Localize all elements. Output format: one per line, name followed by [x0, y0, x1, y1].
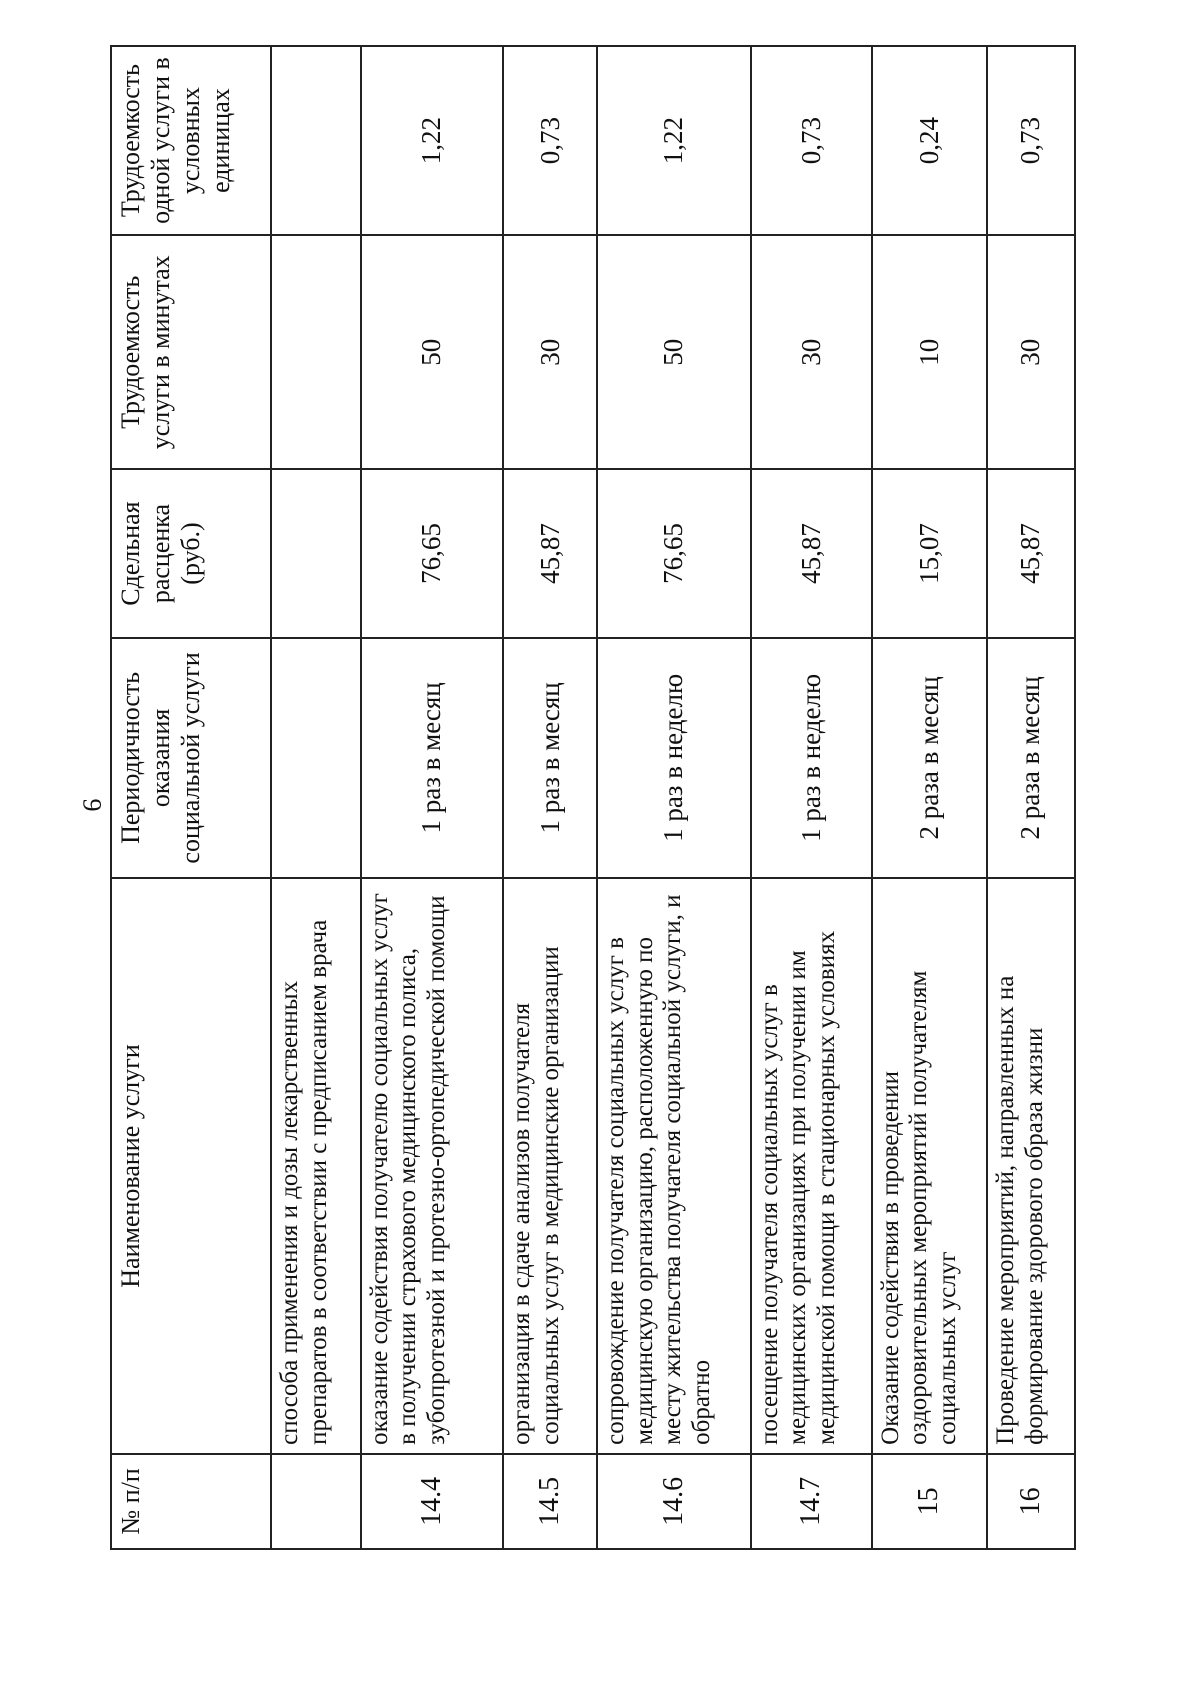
cell-rate: 76,65 — [597, 469, 751, 637]
table-row — [597, 46, 751, 1549]
cell-minutes: 30 — [751, 235, 872, 469]
cell-rate: 45,87 — [751, 469, 872, 637]
table-row — [271, 46, 360, 1549]
cell-num: 14.6 — [597, 1454, 751, 1549]
rotated-landscape-content — [110, 45, 1076, 1550]
cell-rate: 76,65 — [361, 469, 504, 637]
cell-minutes: 50 — [361, 235, 504, 469]
cell-service-name: Проведение мероприятий, направленных на формирование здорового образа жизни — [987, 878, 1075, 1454]
cell-rate: 45,87 — [987, 469, 1075, 637]
cell-rate: 45,87 — [503, 469, 596, 637]
cell-num: 14.7 — [751, 1454, 872, 1549]
cell-service-name: оказание содействия получателю социальных услуг в получении страхового медицинского полиса, зубопротезной и протезно-ортопедической помощи — [361, 878, 504, 1454]
cell-num: 16 — [987, 1454, 1075, 1549]
page-number: 9 — [77, 798, 107, 812]
cell-minutes: 30 — [987, 235, 1075, 469]
cell-periodicity: 2 раза в месяц — [987, 638, 1075, 878]
cell-service-name: сопровождение получателя социальных услуг в медицинскую организацию, расположенную по месту жительства получателя социальной услуги, и обратно — [597, 878, 751, 1454]
cell-minutes: 50 — [597, 235, 751, 469]
cell-num — [271, 1454, 360, 1549]
cell-rate — [271, 469, 360, 637]
header-minutes: Трудоемкость услуги в минутах — [111, 235, 271, 469]
header-periodicity: Периодичность оказания социальной услуги — [111, 638, 271, 878]
cell-units: 0,73 — [751, 46, 872, 235]
cell-units: 1,22 — [597, 46, 751, 235]
table-row — [872, 46, 987, 1549]
cell-periodicity: 1 раз в месяц — [361, 638, 504, 878]
cell-units — [271, 46, 360, 235]
table-row — [987, 46, 1075, 1549]
cell-service-name: организация в сдаче анализов получателя социальных услуг в медицинские организации — [503, 878, 596, 1454]
cell-minutes — [271, 235, 360, 469]
header-num: № п/п — [111, 1454, 271, 1549]
header-name: Наименование услуги — [111, 878, 271, 1454]
cell-units: 0,24 — [872, 46, 987, 235]
cell-num: 14.5 — [503, 1454, 596, 1549]
cell-periodicity — [271, 638, 360, 878]
table-row — [751, 46, 872, 1549]
services-table-container — [110, 45, 1076, 1550]
cell-service-name: посещение получателя социальных услуг в медицинских организациях при получении им медицинской помощи в стационарных условиях — [751, 878, 872, 1454]
cell-periodicity: 1 раз в неделю — [597, 638, 751, 878]
cell-rate: 15,07 — [872, 469, 987, 637]
services-table — [110, 45, 1076, 1550]
cell-units: 1,22 — [361, 46, 504, 235]
cell-units: 0,73 — [503, 46, 596, 235]
cell-periodicity: 1 раз в месяц — [503, 638, 596, 878]
cell-num: 15 — [872, 1454, 987, 1549]
cell-units: 0,73 — [987, 46, 1075, 235]
table-row — [361, 46, 504, 1549]
cell-periodicity: 1 раз в неделю — [751, 638, 872, 878]
cell-num: 14.4 — [361, 1454, 504, 1549]
table-header-row — [111, 46, 271, 1549]
cell-minutes: 30 — [503, 235, 596, 469]
cell-minutes: 10 — [872, 235, 987, 469]
cell-periodicity: 2 раза в месяц — [872, 638, 987, 878]
table-row — [503, 46, 596, 1549]
header-rate: Сдельная расценка (руб.) — [111, 469, 271, 637]
cell-service-name: Оказание содействия в проведении оздоровительных мероприятий получателям социальных услуг — [872, 878, 987, 1454]
cell-service-name: способа применения и дозы лекарственных препаратов в соответствии с предписанием врача — [271, 878, 360, 1454]
header-units: Трудоемкость одной услуги в условных единицах — [111, 46, 271, 235]
